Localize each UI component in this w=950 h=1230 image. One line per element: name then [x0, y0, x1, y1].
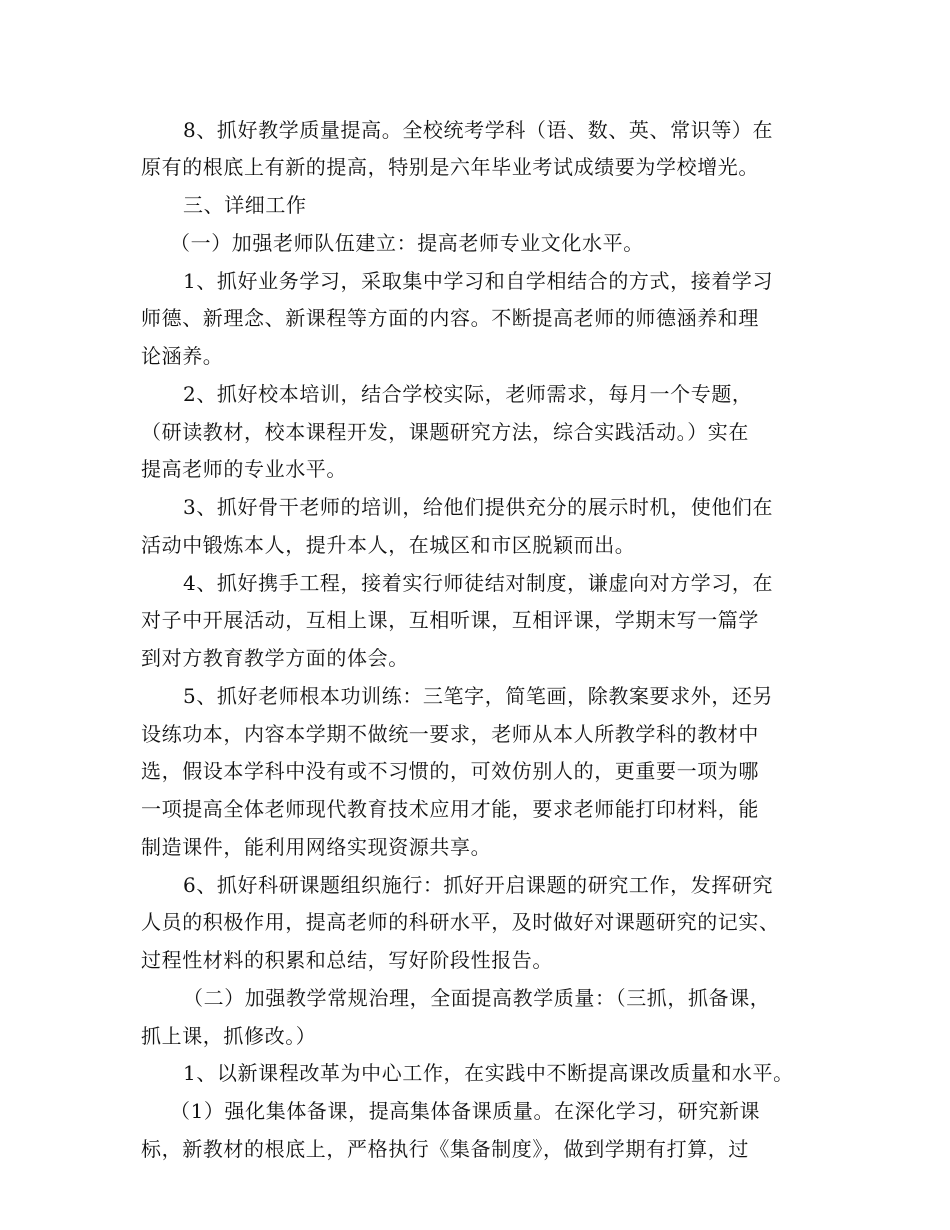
text-line: 一项提高全体老师现代教育技术应用才能，要求老师能打印材料，能 — [141, 797, 759, 821]
text-line: 抓上课，抓修改。） — [141, 1024, 317, 1048]
text-line: 师德、新理念、新课程等方面的内容。不断提高老师的师德涵养和理 — [141, 306, 759, 330]
text-line: 对子中开展活动，互相上课，互相听课，互相评课，学期末写一篇学 — [141, 608, 759, 632]
text-line: 到对方教育教学方面的体会。 — [141, 646, 409, 670]
text-line: 原有的根底上有新的提高，特别是六年毕业考试成绩要为学校增光。 — [141, 155, 759, 179]
text-line: 论涵养。 — [141, 344, 224, 368]
text-line: 6、抓好科研课题组织施行：抓好开启课题的研究工作，发挥研究 — [183, 873, 774, 897]
text-line: 选，假设本学科中没有或不习惯的，可效仿别人的，更重要一项为哪 — [141, 759, 759, 783]
text-line: 提高老师的专业水平。 — [141, 457, 347, 481]
text-line: （研读教材，校本课程开发，课题研究方法，综合实践活动。）实在 — [141, 420, 749, 444]
text-line: 3、抓好骨干老师的培训，给他们提供充分的展示时机，使他们在 — [183, 495, 774, 519]
text-line: 1、抓好业务学习，采取集中学习和自学相结合的方式，接着学习 — [183, 269, 774, 293]
text-line: 4、抓好携手工程，接着实行师徒结对制度，谦虚向对方学习，在 — [183, 571, 774, 595]
text-line: 2、抓好校本培训，结合学校实际，老师需求，每月一个专题， — [183, 382, 753, 406]
section-heading: 三、详细工作 — [183, 193, 307, 217]
text-line: 设练功本，内容本学期不做统一要求，老师从本人所教学科的教材中 — [141, 722, 759, 746]
text-line: 过程性材料的积累和总结，写好阶段性报告。 — [141, 948, 553, 972]
text-line: （1）强化集体备课，提高集体备课质量。在深化学习，研究新课 — [170, 1099, 761, 1123]
text-line: 标，新教材的根底上，严格执行《集备制度》，做到学期有打算，过 — [141, 1137, 749, 1161]
text-line: 人员的积极作用，提高老师的科研水平，及时做好对课题研究的记实、 — [141, 910, 780, 934]
text-line: 8、抓好教学质量提高。全校统考学科（语、数、英、常识等）在 — [183, 118, 774, 142]
subsection-heading: （二）加强教学常规治理，全面提高教学质量：（三抓，抓备课， — [183, 986, 771, 1010]
text-line: 5、抓好老师根本功训练：三笔字，简笔画，除教案要求外，还另 — [183, 684, 774, 708]
text-line: 活动中锻炼本人，提升本人，在城区和市区脱颖而出。 — [141, 533, 636, 557]
text-line: 1、以新课程改革为中心工作，在实践中不断提高课改质量和水平。 — [183, 1061, 794, 1085]
text-line: 制造课件，能利用网络实现资源共享。 — [141, 835, 492, 859]
subsection-heading: （一）加强老师队伍建立：提高老师专业文化水平。 — [170, 231, 644, 255]
